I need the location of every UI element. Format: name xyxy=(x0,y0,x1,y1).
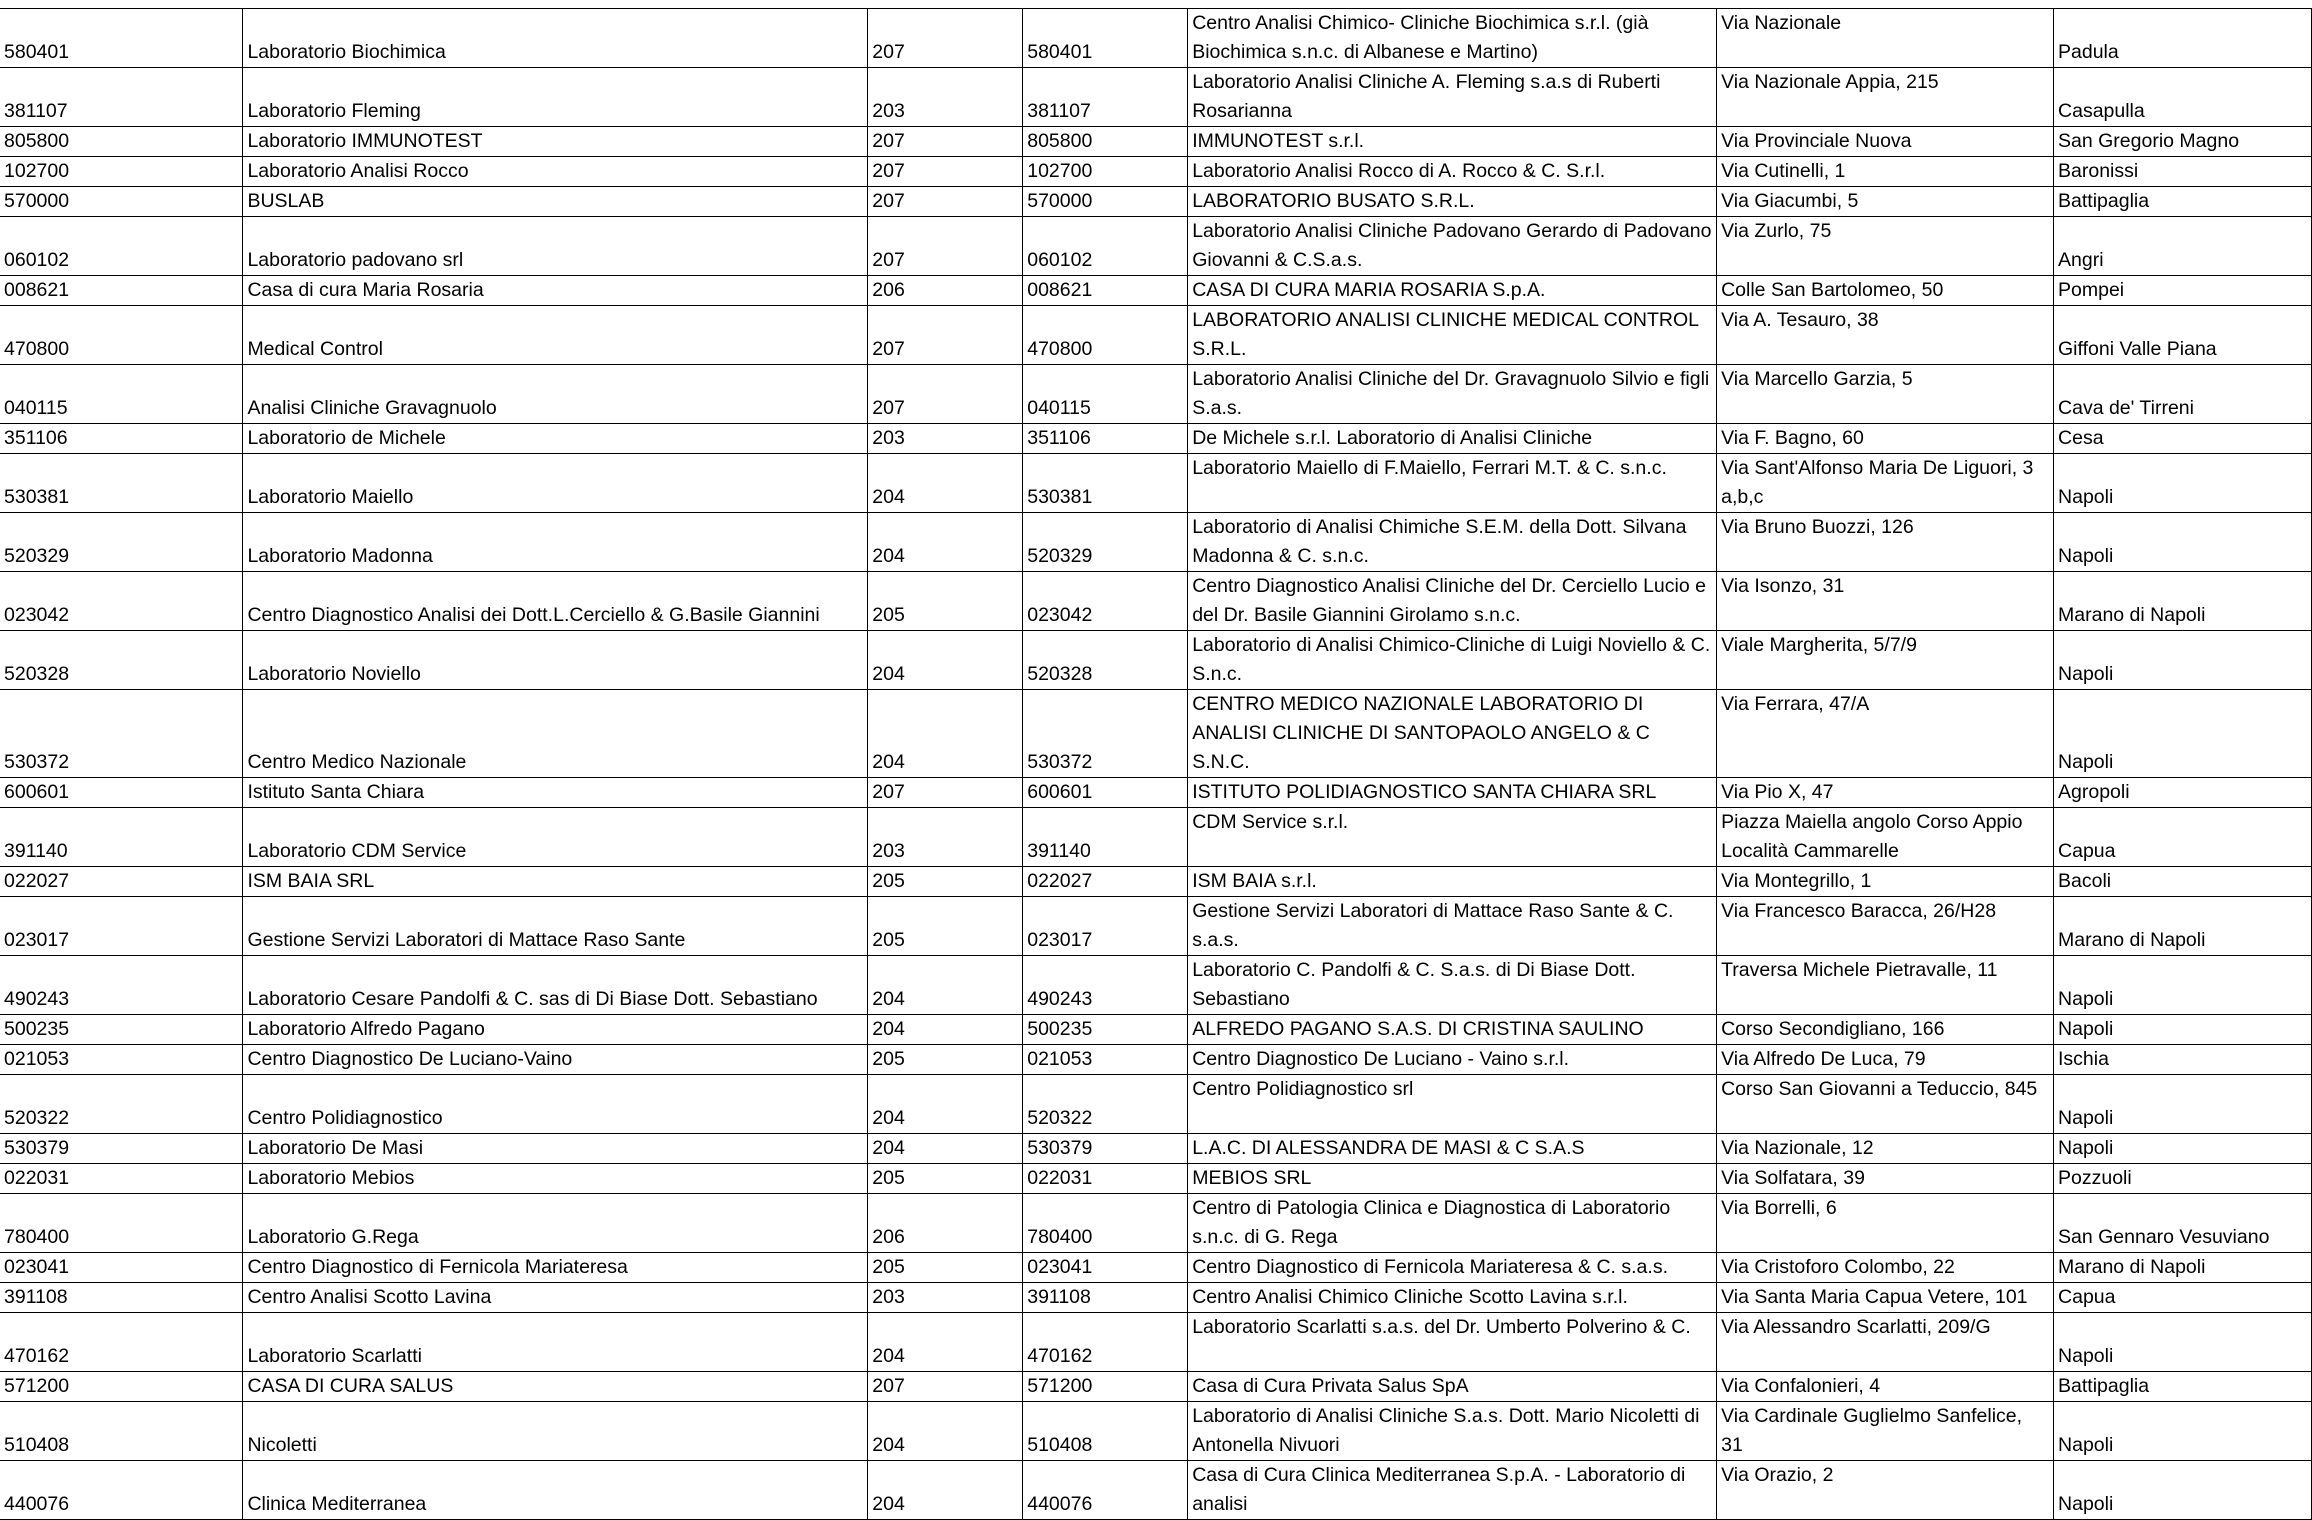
cell-company[interactable]: LABORATORIO BUSATO S.R.L. xyxy=(1188,187,1717,217)
cell-code-2[interactable]: 600601 xyxy=(1023,778,1188,808)
cell-code[interactable]: 600601 xyxy=(0,778,243,808)
table-row[interactable] xyxy=(0,1194,2312,1253)
cell-company[interactable]: Gestione Servizi Laboratori di Mattace Raso Sante & C. s.a.s. xyxy=(1188,897,1717,956)
cell-city[interactable]: Napoli xyxy=(2054,454,2312,513)
cell-name[interactable]: Istituto Santa Chiara xyxy=(243,778,868,808)
cell-company[interactable]: Centro Analisi Chimico- Cliniche Biochimica s.r.l. (già Biochimica s.n.c. di Albanese e Martino) xyxy=(1188,9,1717,68)
cell-district[interactable]: 203 xyxy=(868,808,1023,867)
cell-name[interactable]: Laboratorio Analisi Rocco xyxy=(243,157,868,187)
cell-code-2[interactable]: 023042 xyxy=(1023,572,1188,631)
cell-address[interactable]: Traversa Michele Pietravalle, 11 xyxy=(1717,956,2054,1015)
cell-address[interactable]: Via Alessandro Scarlatti, 209/G xyxy=(1717,1313,2054,1372)
cell-company[interactable]: Laboratorio Analisi Cliniche del Dr. Gravagnuolo Silvio e figli S.a.s. xyxy=(1188,365,1717,424)
cell-address[interactable]: Via Bruno Buozzi, 126 xyxy=(1717,513,2054,572)
cell-code-2[interactable]: 060102 xyxy=(1023,217,1188,276)
cell-district[interactable]: 203 xyxy=(868,1283,1023,1313)
cell-city[interactable]: Baronissi xyxy=(2054,157,2312,187)
table-row[interactable] xyxy=(0,1461,2312,1520)
table-row[interactable] xyxy=(0,1164,2312,1194)
cell-code-2[interactable]: 571200 xyxy=(1023,1372,1188,1402)
cell-code[interactable]: 530372 xyxy=(0,690,243,778)
cell-code-2[interactable]: 530381 xyxy=(1023,454,1188,513)
cell-address[interactable]: Via Santa Maria Capua Vetere, 101 xyxy=(1717,1283,2054,1313)
cell-district[interactable]: 207 xyxy=(868,1372,1023,1402)
cell-code[interactable]: 805800 xyxy=(0,127,243,157)
cell-code[interactable]: 022027 xyxy=(0,867,243,897)
cell-city[interactable]: San Gregorio Magno xyxy=(2054,127,2312,157)
cell-code[interactable]: 060102 xyxy=(0,217,243,276)
cell-company[interactable]: L.A.C. DI ALESSANDRA DE MASI & C S.A.S xyxy=(1188,1134,1717,1164)
cell-company[interactable]: Laboratorio C. Pandolfi & C. S.a.s. di Di Biase Dott. Sebastiano xyxy=(1188,956,1717,1015)
cell-district[interactable]: 207 xyxy=(868,9,1023,68)
cell-company[interactable]: ALFREDO PAGANO S.A.S. DI CRISTINA SAULINO xyxy=(1188,1015,1717,1045)
table-row[interactable] xyxy=(0,572,2312,631)
table-row[interactable] xyxy=(0,1372,2312,1402)
cell-code[interactable]: 530379 xyxy=(0,1134,243,1164)
cell-district[interactable]: 205 xyxy=(868,1045,1023,1075)
cell-name[interactable]: Casa di cura Maria Rosaria xyxy=(243,276,868,306)
cell-code-2[interactable]: 520322 xyxy=(1023,1075,1188,1134)
cell-code[interactable]: 102700 xyxy=(0,157,243,187)
cell-city[interactable]: Napoli xyxy=(2054,1461,2312,1520)
cell-district[interactable]: 205 xyxy=(868,1253,1023,1283)
cell-address[interactable]: Via Cardinale Guglielmo Sanfelice, 31 xyxy=(1717,1402,2054,1461)
cell-city[interactable]: Napoli xyxy=(2054,1015,2312,1045)
cell-code-2[interactable]: 023041 xyxy=(1023,1253,1188,1283)
cell-address[interactable]: Via Isonzo, 31 xyxy=(1717,572,2054,631)
cell-company[interactable]: Laboratorio di Analisi Chimico-Cliniche di Luigi Noviello & C. S.n.c. xyxy=(1188,631,1717,690)
cell-city[interactable]: Ischia xyxy=(2054,1045,2312,1075)
cell-address[interactable]: Via Confalonieri, 4 xyxy=(1717,1372,2054,1402)
table-row[interactable] xyxy=(0,424,2312,454)
cell-district[interactable]: 207 xyxy=(868,157,1023,187)
cell-name[interactable]: Laboratorio Cesare Pandolfi & C. sas di Di Biase Dott. Sebastiano xyxy=(243,956,868,1015)
cell-code[interactable]: 530381 xyxy=(0,454,243,513)
cell-company[interactable]: Laboratorio Analisi Cliniche A. Fleming s.a.s di Ruberti Rosarianna xyxy=(1188,68,1717,127)
cell-name[interactable]: Laboratorio Fleming xyxy=(243,68,868,127)
cell-code-2[interactable]: 570000 xyxy=(1023,187,1188,217)
cell-district[interactable]: 204 xyxy=(868,513,1023,572)
cell-district[interactable]: 203 xyxy=(868,68,1023,127)
cell-code[interactable]: 351106 xyxy=(0,424,243,454)
cell-district[interactable]: 207 xyxy=(868,365,1023,424)
cell-name[interactable]: Laboratorio G.Rega xyxy=(243,1194,868,1253)
cell-name[interactable]: Medical Control xyxy=(243,306,868,365)
table-row[interactable] xyxy=(0,454,2312,513)
cell-district[interactable]: 205 xyxy=(868,572,1023,631)
cell-district[interactable]: 204 xyxy=(868,1134,1023,1164)
cell-name[interactable]: Clinica Mediterranea xyxy=(243,1461,868,1520)
cell-district[interactable]: 203 xyxy=(868,424,1023,454)
cell-district[interactable]: 204 xyxy=(868,690,1023,778)
cell-code-2[interactable]: 520328 xyxy=(1023,631,1188,690)
cell-district[interactable]: 204 xyxy=(868,631,1023,690)
cell-company[interactable]: Laboratorio di Analisi Chimiche S.E.M. della Dott. Silvana Madonna & C. s.n.c. xyxy=(1188,513,1717,572)
cell-code[interactable]: 381107 xyxy=(0,68,243,127)
cell-address[interactable]: Via Ferrara, 47/A xyxy=(1717,690,2054,778)
table-row[interactable] xyxy=(0,127,2312,157)
cell-code-2[interactable]: 440076 xyxy=(1023,1461,1188,1520)
cell-company[interactable]: Casa di Cura Clinica Mediterranea S.p.A. - Laboratorio di analisi xyxy=(1188,1461,1717,1520)
cell-address[interactable]: Via Nazionale Appia, 215 xyxy=(1717,68,2054,127)
table-row[interactable] xyxy=(0,1015,2312,1045)
table-row[interactable] xyxy=(0,276,2312,306)
cell-city[interactable]: Angri xyxy=(2054,217,2312,276)
cell-name[interactable]: BUSLAB xyxy=(243,187,868,217)
cell-code-2[interactable]: 530372 xyxy=(1023,690,1188,778)
cell-address[interactable]: Via Marcello Garzia, 5 xyxy=(1717,365,2054,424)
cell-company[interactable]: Centro Analisi Chimico Cliniche Scotto Lavina s.r.l. xyxy=(1188,1283,1717,1313)
table-row[interactable] xyxy=(0,306,2312,365)
cell-company[interactable]: Centro Diagnostico Analisi Cliniche del Dr. Cerciello Lucio e del Dr. Basile Giannini Girolamo s.n.c. xyxy=(1188,572,1717,631)
table-row[interactable] xyxy=(0,808,2312,867)
cell-company[interactable]: De Michele s.r.l. Laboratorio di Analisi Cliniche xyxy=(1188,424,1717,454)
cell-address[interactable]: Via F. Bagno, 60 xyxy=(1717,424,2054,454)
cell-code-2[interactable]: 780400 xyxy=(1023,1194,1188,1253)
cell-name[interactable]: Laboratorio Mebios xyxy=(243,1164,868,1194)
cell-city[interactable]: Napoli xyxy=(2054,1075,2312,1134)
cell-city[interactable]: San Gennaro Vesuviano xyxy=(2054,1194,2312,1253)
cell-code[interactable]: 500235 xyxy=(0,1015,243,1045)
cell-district[interactable]: 206 xyxy=(868,276,1023,306)
cell-code[interactable]: 580401 xyxy=(0,9,243,68)
cell-code-2[interactable]: 022027 xyxy=(1023,867,1188,897)
cell-code[interactable]: 022031 xyxy=(0,1164,243,1194)
cell-city[interactable]: Napoli xyxy=(2054,690,2312,778)
cell-city[interactable]: Capua xyxy=(2054,808,2312,867)
cell-code-2[interactable]: 040115 xyxy=(1023,365,1188,424)
cell-address[interactable]: Via Alfredo De Luca, 79 xyxy=(1717,1045,2054,1075)
table-row[interactable] xyxy=(0,867,2312,897)
cell-company[interactable]: Centro di Patologia Clinica e Diagnostica di Laboratorio s.n.c. di G. Rega xyxy=(1188,1194,1717,1253)
cell-name[interactable]: Laboratorio Noviello xyxy=(243,631,868,690)
cell-code-2[interactable]: 580401 xyxy=(1023,9,1188,68)
cell-code-2[interactable]: 510408 xyxy=(1023,1402,1188,1461)
table-row[interactable] xyxy=(0,1075,2312,1134)
table-row[interactable] xyxy=(0,157,2312,187)
cell-name[interactable]: Laboratorio De Masi xyxy=(243,1134,868,1164)
cell-city[interactable]: Agropoli xyxy=(2054,778,2312,808)
cell-city[interactable]: Cava de' Tirreni xyxy=(2054,365,2312,424)
cell-district[interactable]: 207 xyxy=(868,127,1023,157)
cell-name[interactable]: Centro Polidiagnostico xyxy=(243,1075,868,1134)
table-row[interactable] xyxy=(0,1045,2312,1075)
cell-address[interactable]: Via Solfatara, 39 xyxy=(1717,1164,2054,1194)
cell-address[interactable]: Via Borrelli, 6 xyxy=(1717,1194,2054,1253)
cell-district[interactable]: 205 xyxy=(868,1164,1023,1194)
cell-code-2[interactable]: 470162 xyxy=(1023,1313,1188,1372)
cell-code-2[interactable]: 381107 xyxy=(1023,68,1188,127)
cell-city[interactable]: Battipaglia xyxy=(2054,187,2312,217)
cell-code[interactable]: 021053 xyxy=(0,1045,243,1075)
cell-city[interactable]: Casapulla xyxy=(2054,68,2312,127)
cell-city[interactable]: Bacoli xyxy=(2054,867,2312,897)
cell-name[interactable]: Centro Analisi Scotto Lavina xyxy=(243,1283,868,1313)
cell-code-2[interactable]: 490243 xyxy=(1023,956,1188,1015)
cell-company[interactable]: Centro Diagnostico De Luciano - Vaino s.r.l. xyxy=(1188,1045,1717,1075)
table-row[interactable] xyxy=(0,631,2312,690)
cell-code-2[interactable]: 008621 xyxy=(1023,276,1188,306)
table-body xyxy=(0,9,2312,1520)
cell-code[interactable]: 040115 xyxy=(0,365,243,424)
cell-code-2[interactable]: 391140 xyxy=(1023,808,1188,867)
table-row[interactable] xyxy=(0,365,2312,424)
cell-district[interactable]: 204 xyxy=(868,1402,1023,1461)
cell-city[interactable]: Napoli xyxy=(2054,1402,2312,1461)
cell-code[interactable]: 570000 xyxy=(0,187,243,217)
cell-city[interactable]: Pompei xyxy=(2054,276,2312,306)
cell-city[interactable]: Padula xyxy=(2054,9,2312,68)
cell-district[interactable]: 204 xyxy=(868,1075,1023,1134)
cell-address[interactable]: Via Pio X, 47 xyxy=(1717,778,2054,808)
cell-code[interactable]: 520328 xyxy=(0,631,243,690)
cell-code-2[interactable]: 530379 xyxy=(1023,1134,1188,1164)
cell-name[interactable]: Laboratorio CDM Service xyxy=(243,808,868,867)
cell-company[interactable]: LABORATORIO ANALISI CLINICHE MEDICAL CONTROL S.R.L. xyxy=(1188,306,1717,365)
cell-city[interactable]: Giffoni Valle Piana xyxy=(2054,306,2312,365)
table-row[interactable] xyxy=(0,68,2312,127)
cell-address[interactable]: Via Francesco Baracca, 26/H28 xyxy=(1717,897,2054,956)
cell-address[interactable]: Colle San Bartolomeo, 50 xyxy=(1717,276,2054,306)
cell-city[interactable]: Napoli xyxy=(2054,513,2312,572)
cell-code-2[interactable]: 805800 xyxy=(1023,127,1188,157)
cell-code[interactable]: 470800 xyxy=(0,306,243,365)
cell-code[interactable]: 520329 xyxy=(0,513,243,572)
cell-code-2[interactable]: 520329 xyxy=(1023,513,1188,572)
cell-city[interactable]: Marano di Napoli xyxy=(2054,572,2312,631)
table-row[interactable] xyxy=(0,690,2312,778)
cell-city[interactable]: Marano di Napoli xyxy=(2054,1253,2312,1283)
cell-code[interactable]: 510408 xyxy=(0,1402,243,1461)
cell-code[interactable]: 391108 xyxy=(0,1283,243,1313)
cell-company[interactable]: Laboratorio di Analisi Cliniche S.a.s. Dott. Mario Nicoletti di Antonella Nivuori xyxy=(1188,1402,1717,1461)
cell-code[interactable]: 023041 xyxy=(0,1253,243,1283)
cell-code-2[interactable]: 351106 xyxy=(1023,424,1188,454)
table-row[interactable] xyxy=(0,187,2312,217)
table-row[interactable] xyxy=(0,1313,2312,1372)
cell-name[interactable]: ISM BAIA SRL xyxy=(243,867,868,897)
cell-company[interactable]: ISTITUTO POLIDIAGNOSTICO SANTA CHIARA SRL xyxy=(1188,778,1717,808)
cell-city[interactable]: Marano di Napoli xyxy=(2054,897,2312,956)
cell-address[interactable]: Piazza Maiella angolo Corso Appio Località Cammarelle xyxy=(1717,808,2054,867)
cell-company[interactable]: Centro Polidiagnostico srl xyxy=(1188,1075,1717,1134)
cell-city[interactable]: Napoli xyxy=(2054,1134,2312,1164)
cell-code-2[interactable]: 023017 xyxy=(1023,897,1188,956)
cell-address[interactable]: Via Zurlo, 75 xyxy=(1717,217,2054,276)
cell-name[interactable]: Laboratorio Maiello xyxy=(243,454,868,513)
cell-name[interactable]: Analisi Cliniche Gravagnuolo xyxy=(243,365,868,424)
cell-city[interactable]: Battipaglia xyxy=(2054,1372,2312,1402)
cell-company[interactable]: Laboratorio Maiello di F.Maiello, Ferrari M.T. & C. s.n.c. xyxy=(1188,454,1717,513)
cell-code-2[interactable]: 022031 xyxy=(1023,1164,1188,1194)
cell-district[interactable]: 204 xyxy=(868,454,1023,513)
cell-name[interactable]: Centro Diagnostico De Luciano-Vaino xyxy=(243,1045,868,1075)
cell-city[interactable]: Capua xyxy=(2054,1283,2312,1313)
cell-code-2[interactable]: 102700 xyxy=(1023,157,1188,187)
laboratory-table xyxy=(0,8,2312,1520)
cell-address[interactable]: Viale Margherita, 5/7/9 xyxy=(1717,631,2054,690)
cell-code-2[interactable]: 470800 xyxy=(1023,306,1188,365)
cell-company[interactable]: ISM BAIA s.r.l. xyxy=(1188,867,1717,897)
cell-code[interactable]: 008621 xyxy=(0,276,243,306)
cell-code[interactable]: 391140 xyxy=(0,808,243,867)
cell-company[interactable]: Laboratorio Scarlatti s.a.s. del Dr. Umberto Polverino & C. xyxy=(1188,1313,1717,1372)
cell-code[interactable]: 571200 xyxy=(0,1372,243,1402)
table-row[interactable] xyxy=(0,897,2312,956)
cell-name[interactable]: CASA DI CURA SALUS xyxy=(243,1372,868,1402)
table-row[interactable] xyxy=(0,1283,2312,1313)
cell-company[interactable]: Laboratorio Analisi Cliniche Padovano Gerardo di Padovano Giovanni & C.S.a.s. xyxy=(1188,217,1717,276)
cell-name[interactable]: Laboratorio IMMUNOTEST xyxy=(243,127,868,157)
cell-city[interactable]: Cesa xyxy=(2054,424,2312,454)
cell-name[interactable]: Laboratorio padovano srl xyxy=(243,217,868,276)
cell-name[interactable]: Laboratorio Alfredo Pagano xyxy=(243,1015,868,1045)
cell-address[interactable]: Via Sant'Alfonso Maria De Liguori, 3 a,b,c xyxy=(1717,454,2054,513)
cell-district[interactable]: 207 xyxy=(868,778,1023,808)
cell-name[interactable]: Laboratorio Scarlatti xyxy=(243,1313,868,1372)
cell-address[interactable]: Via Montegrillo, 1 xyxy=(1717,867,2054,897)
cell-district[interactable]: 207 xyxy=(868,217,1023,276)
cell-city[interactable]: Napoli xyxy=(2054,956,2312,1015)
cell-company[interactable]: CASA DI CURA MARIA ROSARIA S.p.A. xyxy=(1188,276,1717,306)
cell-district[interactable]: 207 xyxy=(868,306,1023,365)
cell-address[interactable]: Corso San Giovanni a Teduccio, 845 xyxy=(1717,1075,2054,1134)
table-row[interactable] xyxy=(0,1402,2312,1461)
cell-code[interactable]: 440076 xyxy=(0,1461,243,1520)
cell-district[interactable]: 205 xyxy=(868,867,1023,897)
cell-district[interactable]: 204 xyxy=(868,1461,1023,1520)
cell-name[interactable]: Centro Diagnostico di Fernicola Mariateresa xyxy=(243,1253,868,1283)
cell-code[interactable]: 470162 xyxy=(0,1313,243,1372)
cell-address[interactable]: Corso Secondigliano, 166 xyxy=(1717,1015,2054,1045)
cell-company[interactable]: CENTRO MEDICO NAZIONALE LABORATORIO DI ANALISI CLINICHE DI SANTOPAOLO ANGELO & C S.N.C. xyxy=(1188,690,1717,778)
cell-address[interactable]: Via Nazionale, 12 xyxy=(1717,1134,2054,1164)
cell-code[interactable]: 490243 xyxy=(0,956,243,1015)
cell-name[interactable]: Laboratorio Madonna xyxy=(243,513,868,572)
cell-name[interactable]: Centro Medico Nazionale xyxy=(243,690,868,778)
cell-code[interactable]: 780400 xyxy=(0,1194,243,1253)
cell-district[interactable]: 204 xyxy=(868,1015,1023,1045)
cell-address[interactable]: Via Cristoforo Colombo, 22 xyxy=(1717,1253,2054,1283)
cell-address[interactable]: Via Giacumbi, 5 xyxy=(1717,187,2054,217)
cell-company[interactable]: MEBIOS SRL xyxy=(1188,1164,1717,1194)
cell-address[interactable]: Via Orazio, 2 xyxy=(1717,1461,2054,1520)
cell-district[interactable]: 204 xyxy=(868,956,1023,1015)
cell-city[interactable]: Pozzuoli xyxy=(2054,1164,2312,1194)
cell-code-2[interactable]: 391108 xyxy=(1023,1283,1188,1313)
cell-address[interactable]: Via Nazionale xyxy=(1717,9,2054,68)
cell-code[interactable]: 023017 xyxy=(0,897,243,956)
cell-company[interactable]: Laboratorio Analisi Rocco di A. Rocco & C. S.r.l. xyxy=(1188,157,1717,187)
cell-district[interactable]: 205 xyxy=(868,897,1023,956)
cell-address[interactable]: Via Cutinelli, 1 xyxy=(1717,157,2054,187)
cell-name[interactable]: Laboratorio de Michele xyxy=(243,424,868,454)
cell-name[interactable]: Gestione Servizi Laboratori di Mattace Raso Sante xyxy=(243,897,868,956)
table-row[interactable] xyxy=(0,778,2312,808)
cell-code[interactable]: 023042 xyxy=(0,572,243,631)
cell-company[interactable]: IMMUNOTEST s.r.l. xyxy=(1188,127,1717,157)
cell-district[interactable]: 204 xyxy=(868,1313,1023,1372)
cell-address[interactable]: Via A. Tesauro, 38 xyxy=(1717,306,2054,365)
cell-code-2[interactable]: 500235 xyxy=(1023,1015,1188,1045)
cell-company[interactable]: CDM Service s.r.l. xyxy=(1188,808,1717,867)
cell-city[interactable]: Napoli xyxy=(2054,631,2312,690)
table-row[interactable] xyxy=(0,1134,2312,1164)
cell-code-2[interactable]: 021053 xyxy=(1023,1045,1188,1075)
cell-district[interactable]: 206 xyxy=(868,1194,1023,1253)
cell-address[interactable]: Via Provinciale Nuova xyxy=(1717,127,2054,157)
cell-company[interactable]: Casa di Cura Privata Salus SpA xyxy=(1188,1372,1717,1402)
cell-company[interactable]: Centro Diagnostico di Fernicola Mariateresa & C. s.a.s. xyxy=(1188,1253,1717,1283)
table-row[interactable] xyxy=(0,9,2312,68)
cell-district[interactable]: 207 xyxy=(868,187,1023,217)
cell-name[interactable]: Laboratorio Biochimica xyxy=(243,9,868,68)
cell-city[interactable]: Napoli xyxy=(2054,1313,2312,1372)
cell-name[interactable]: Centro Diagnostico Analisi dei Dott.L.Cerciello & G.Basile Giannini xyxy=(243,572,868,631)
table-row[interactable] xyxy=(0,1253,2312,1283)
table-row[interactable] xyxy=(0,513,2312,572)
cell-code[interactable]: 520322 xyxy=(0,1075,243,1134)
table-row[interactable] xyxy=(0,956,2312,1015)
table-row[interactable] xyxy=(0,217,2312,276)
cell-name[interactable]: Nicoletti xyxy=(243,1402,868,1461)
